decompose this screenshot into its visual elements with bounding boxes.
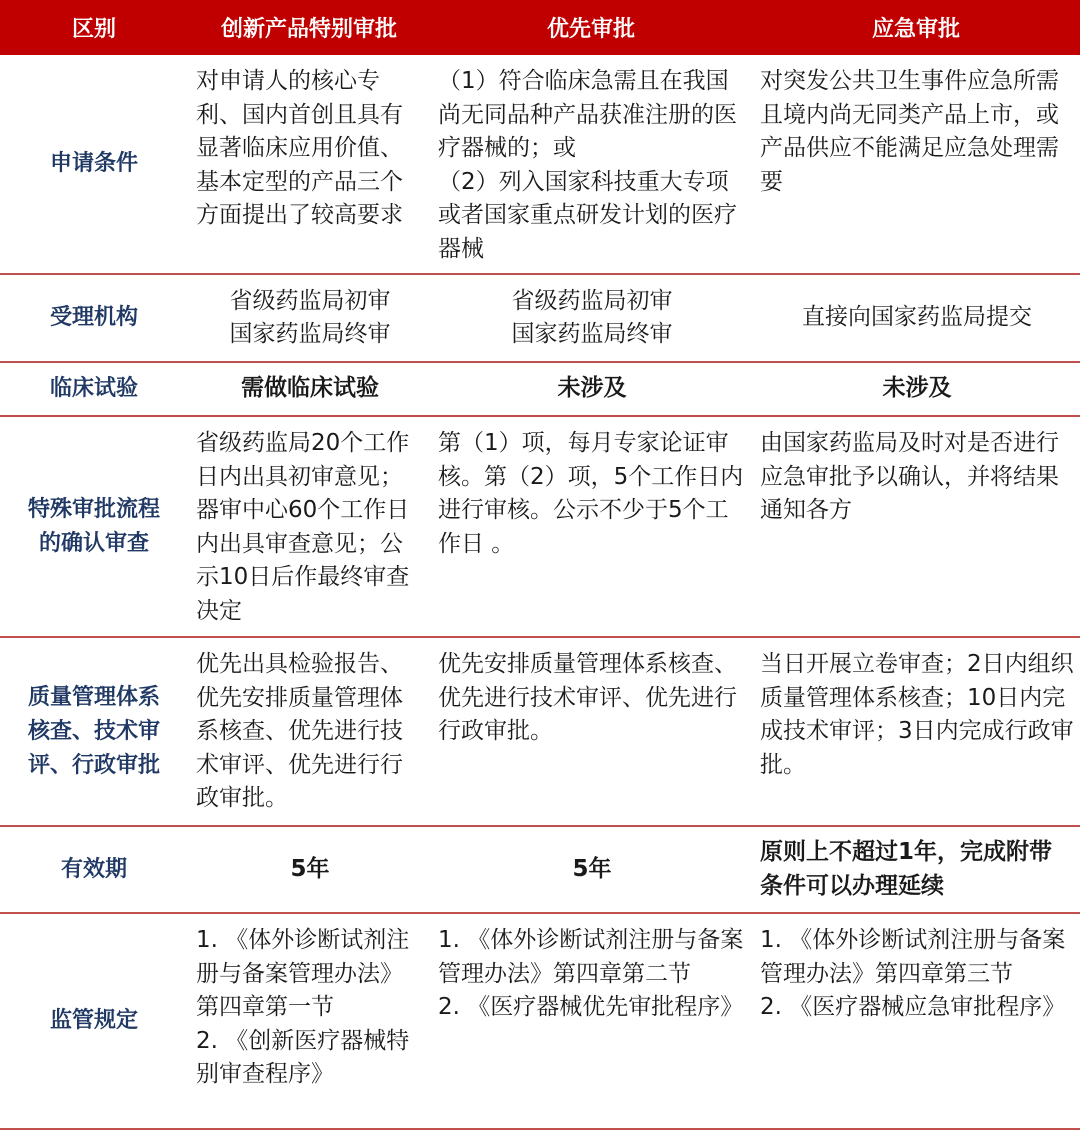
- cell-innovative: 优先出具检验报告、优先安排质量管理体系核查、优先进行技术审评、优先进行行政审批。: [188, 637, 430, 826]
- cell-line: 2. 《医疗器械应急审批程序》: [760, 994, 1066, 1020]
- cell-line: 2. 《创新医疗器械特别审查程序》: [196, 1027, 410, 1087]
- cell-emergency: 由国家药监局及时对是否进行应急审批予以确认，并将结果通知各方: [752, 416, 1080, 637]
- cell-priority: [430, 55, 752, 274]
- cell-emergency: 当日开展立卷审查；2日内组织质量管理体系核查；10日内完成技术审评；3日内完成行政审批。: [752, 637, 1080, 826]
- cell-innovative: 对申请人的核心专利、国内首创且具有显著临床应用价值、基本定型的产品三个方面提出了较高要求: [188, 55, 430, 274]
- cell-line: 国家药监局终审: [511, 321, 673, 347]
- row-label: 受理机构: [0, 274, 188, 362]
- row-label: 临床试验: [0, 362, 188, 416]
- row-label: [0, 416, 188, 637]
- row-label-line: 质量管理体系: [27, 684, 160, 710]
- cell-line: 省级药监局初审: [511, 287, 673, 314]
- cell-line: 国家药监局终审: [229, 321, 391, 347]
- table-row-special-review: [0, 416, 1080, 637]
- header-innovative-approval: 创新产品特别审批: [188, 0, 430, 55]
- cell-line: （2）列入国家科技重大专项或者国家重点研发计划的医疗器械: [438, 168, 737, 262]
- header-category: 区别: [0, 0, 188, 55]
- cell-innovative: 省级药监局20个工作日内出具初审意见；器审中心60个工作日内出具审查意见；公示10日后作最终审查决定: [188, 416, 430, 637]
- header-emergency-approval: 应急审批: [752, 0, 1080, 55]
- cell-priority: [430, 274, 752, 362]
- table-row-quality-management: [0, 637, 1080, 826]
- cell-emergency: 对突发公共卫生事件应急所需且境内尚无同类产品上市，或产品供应不能满足应急处理需要: [752, 55, 1080, 274]
- cell-innovative: [188, 274, 430, 362]
- row-label-line: 核查、技术审: [27, 718, 160, 744]
- table-row-clinical-trial: [0, 362, 1080, 416]
- header-priority-approval: 优先审批: [430, 0, 752, 55]
- table-row-validity: [0, 826, 1080, 913]
- row-label-line: 评、行政审批: [27, 752, 160, 778]
- cell-line: 1. 《体外诊断试剂注册与备案管理办法》第四章第三节: [760, 927, 1066, 987]
- cell-emergency: [752, 913, 1080, 1129]
- table-row-accepting-agency: [0, 274, 1080, 362]
- row-label: [0, 637, 188, 826]
- cell-emergency: 直接向国家药监局提交: [752, 274, 1080, 362]
- row-label: 申请条件: [0, 55, 188, 274]
- table-header-row: [0, 0, 1080, 55]
- table-row-application-conditions: [0, 55, 1080, 274]
- cell-priority: 第（1）项，每月专家论证审核。第（2）项，5个工作日内进行审核。公示不少于5个工作日 。: [430, 416, 752, 637]
- cell-innovative: 需做临床试验: [188, 362, 430, 416]
- cell-innovative: 5年: [188, 826, 430, 913]
- cell-line: 省级药监局初审: [229, 287, 391, 314]
- cell-emergency: 原则上不超过1年，完成附带条件可以办理延续: [752, 826, 1080, 913]
- cell-line: （1）符合临床急需且在我国尚无同品种产品获准注册的医疗器械的；或: [438, 68, 737, 161]
- cell-line: 1. 《体外诊断试剂注册与备案管理办法》第四章第二节: [438, 927, 744, 987]
- cell-priority: 5年: [430, 826, 752, 913]
- cell-emergency: 未涉及: [752, 362, 1080, 416]
- cell-line: 1. 《体外诊断试剂注册与备案管理办法》第四章第一节: [196, 927, 410, 1020]
- table-row-regulations: [0, 913, 1080, 1129]
- cell-priority: [430, 913, 752, 1129]
- row-label: 监管规定: [0, 913, 188, 1129]
- row-label-line: 特殊审批流程: [27, 496, 160, 522]
- cell-priority: 未涉及: [430, 362, 752, 416]
- cell-priority: 优先安排质量管理体系核查、优先进行技术审评、优先进行行政审批。: [430, 637, 752, 826]
- row-label: 有效期: [0, 826, 188, 913]
- cell-line: 2. 《医疗器械优先审批程序》: [438, 994, 744, 1020]
- row-label-line: 的确认审查: [38, 530, 149, 556]
- cell-innovative: [188, 913, 430, 1129]
